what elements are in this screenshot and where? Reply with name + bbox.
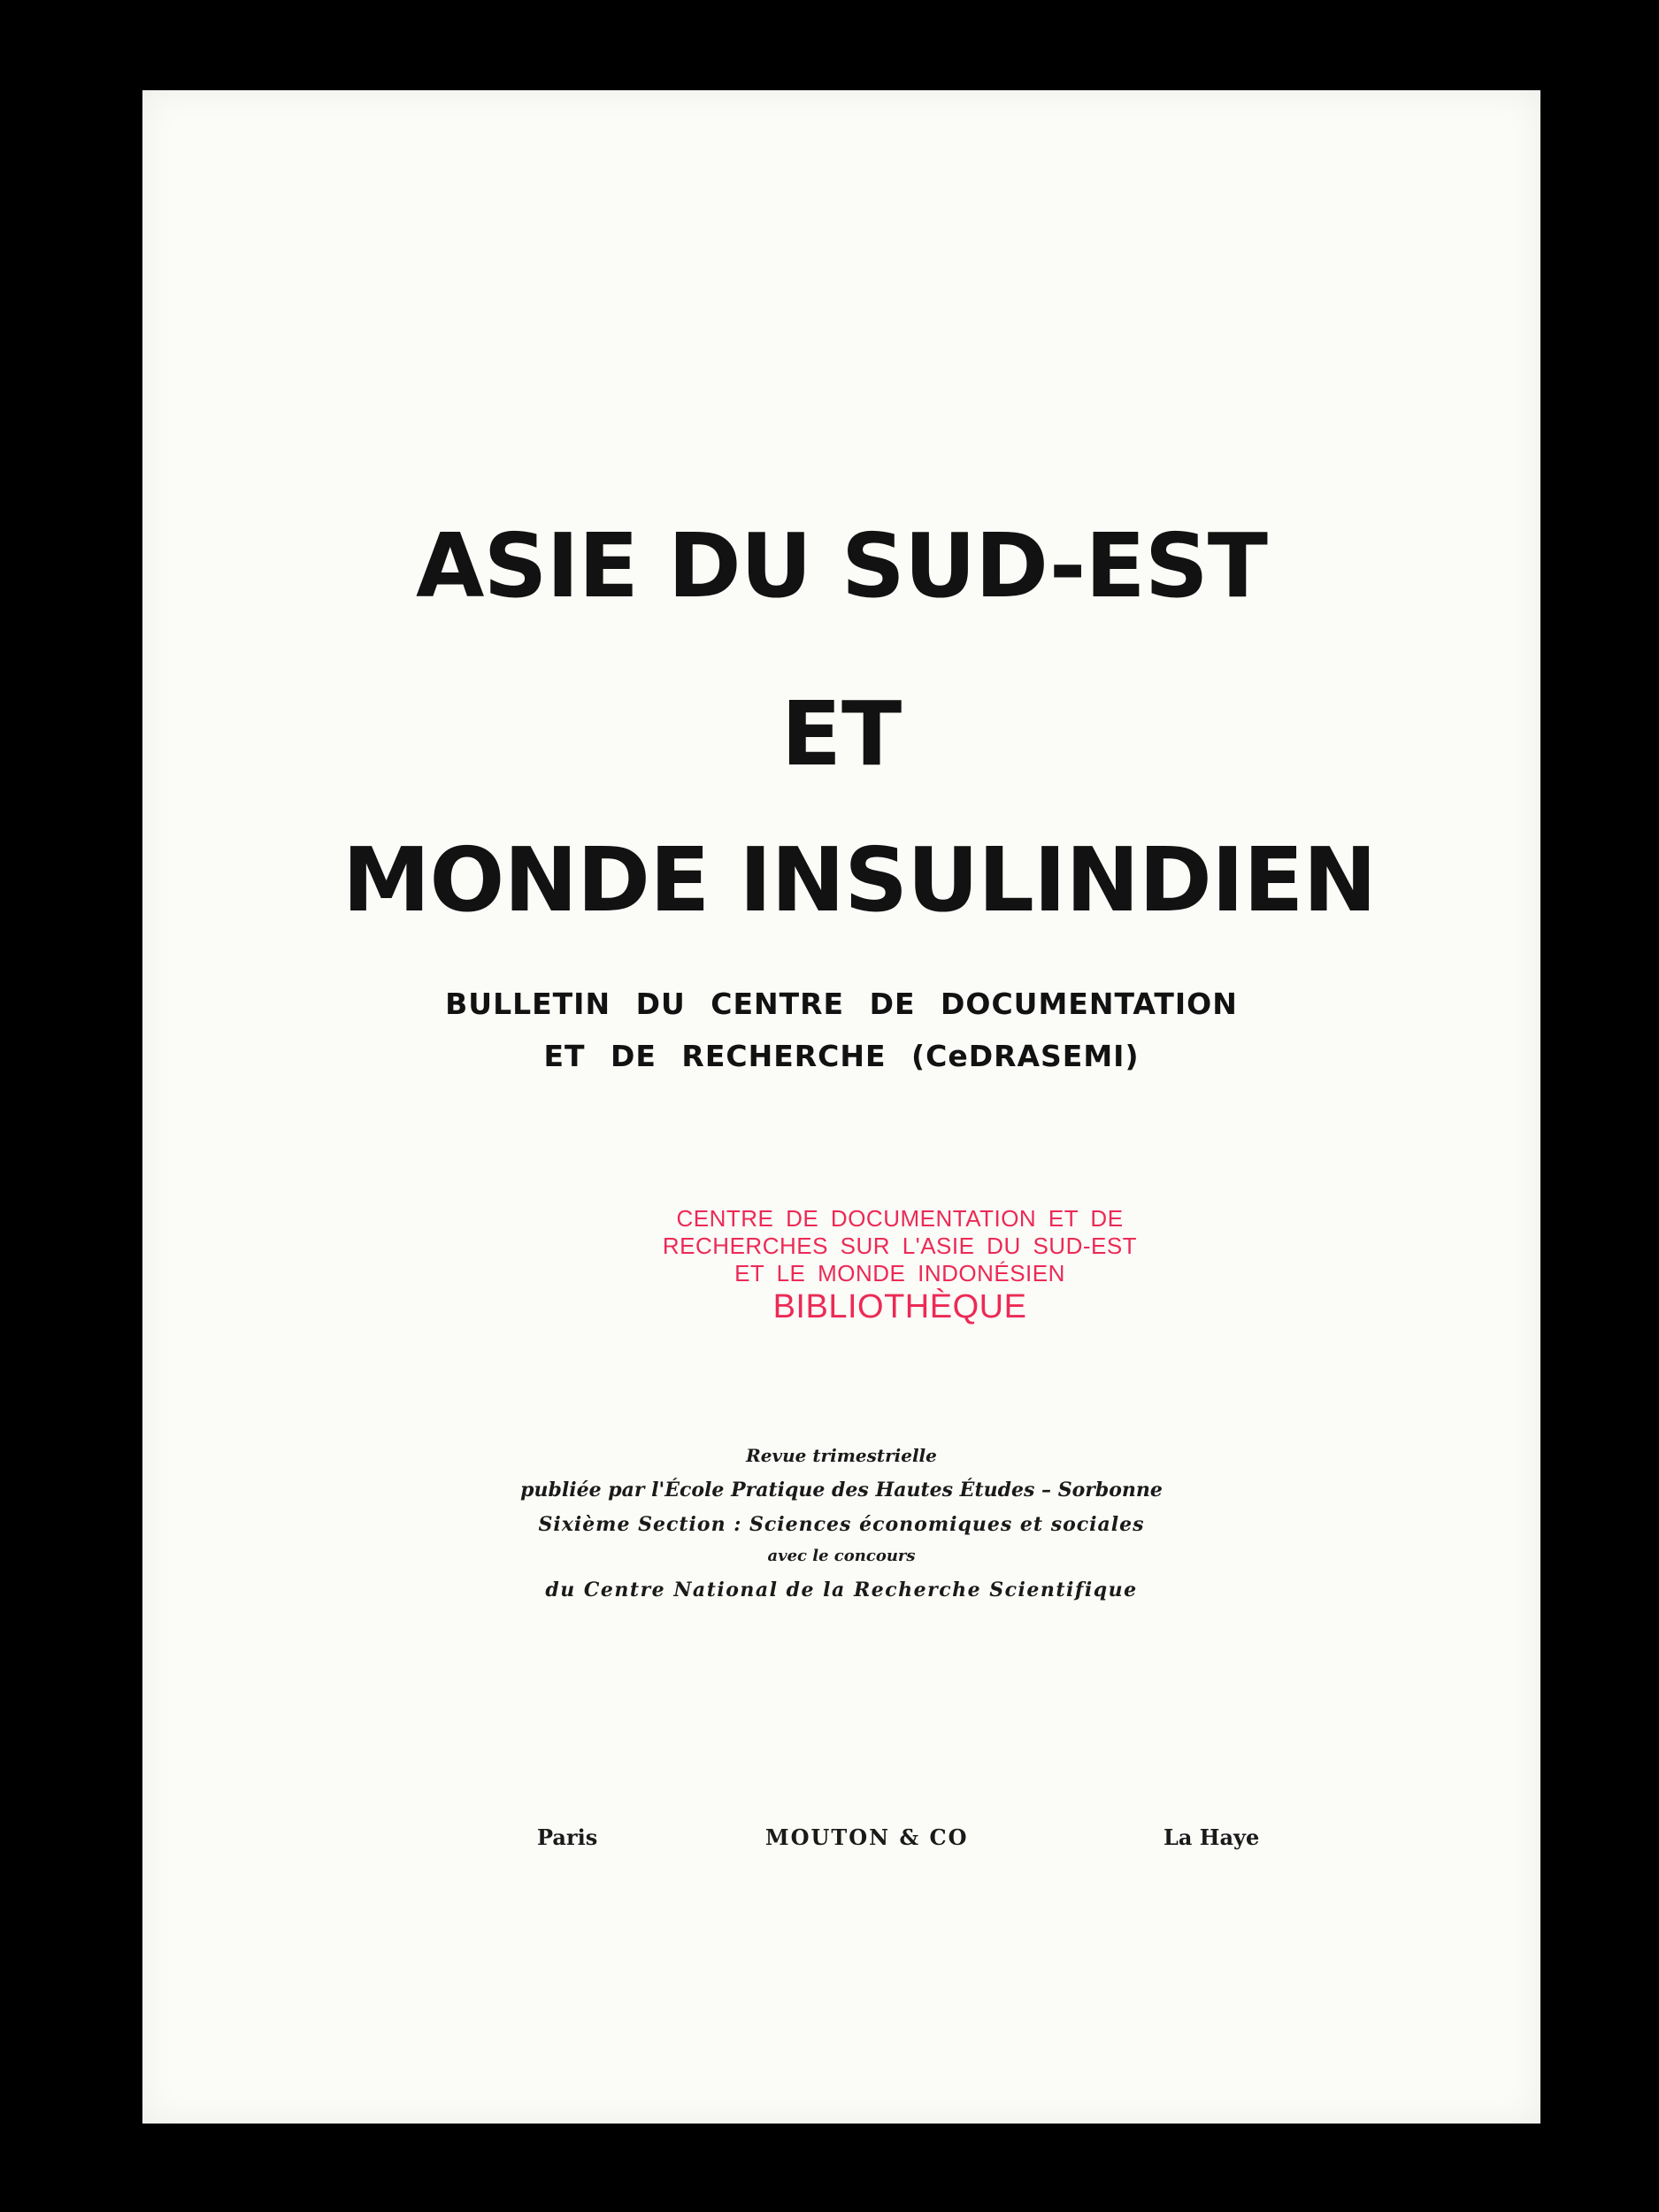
journal-title-line-3: MONDE INSULINDIEN [342,828,1377,932]
stamp-line-3: ET LE MONDE INDONÉSIEN [734,1260,1065,1286]
title-page [142,90,1540,2124]
journal-title-line-1: ASIE DU SUD-EST [416,514,1267,618]
publication-section-line: Sixième Section : Sciences économiques et sociales [538,1513,1145,1536]
journal-subtitle-line-2: ET DE RECHERCHE (CeDRASEMI) [543,1039,1140,1073]
footer-city-paris: Paris [537,1824,598,1850]
stamp-library-label: BIBLIOTHÈQUE [772,1288,1027,1325]
library-stamp [652,1207,1148,1324]
stamp-line-2: RECHERCHES SUR L'ASIE DU SUD-EST [662,1233,1138,1259]
stamp-line-1: CENTRE DE DOCUMENTATION ET DE [676,1205,1124,1232]
publication-frequency: Revue trimestrielle [746,1445,937,1466]
journal-subtitle-line-1: BULLETIN DU CENTRE DE DOCUMENTATION [445,987,1238,1021]
journal-title-line-2: ET [780,682,902,786]
footer-publisher: MOUTON & CO [765,1824,969,1850]
footer-city-la-haye: La Haye [1164,1824,1260,1850]
publication-publisher-line: publiée par l'École Pratique des Hautes Études – Sorbonne [520,1479,1163,1502]
publication-support-line: avec le concours [767,1547,916,1565]
publication-cnrs-line: du Centre National de la Recherche Scientifique [545,1578,1138,1601]
